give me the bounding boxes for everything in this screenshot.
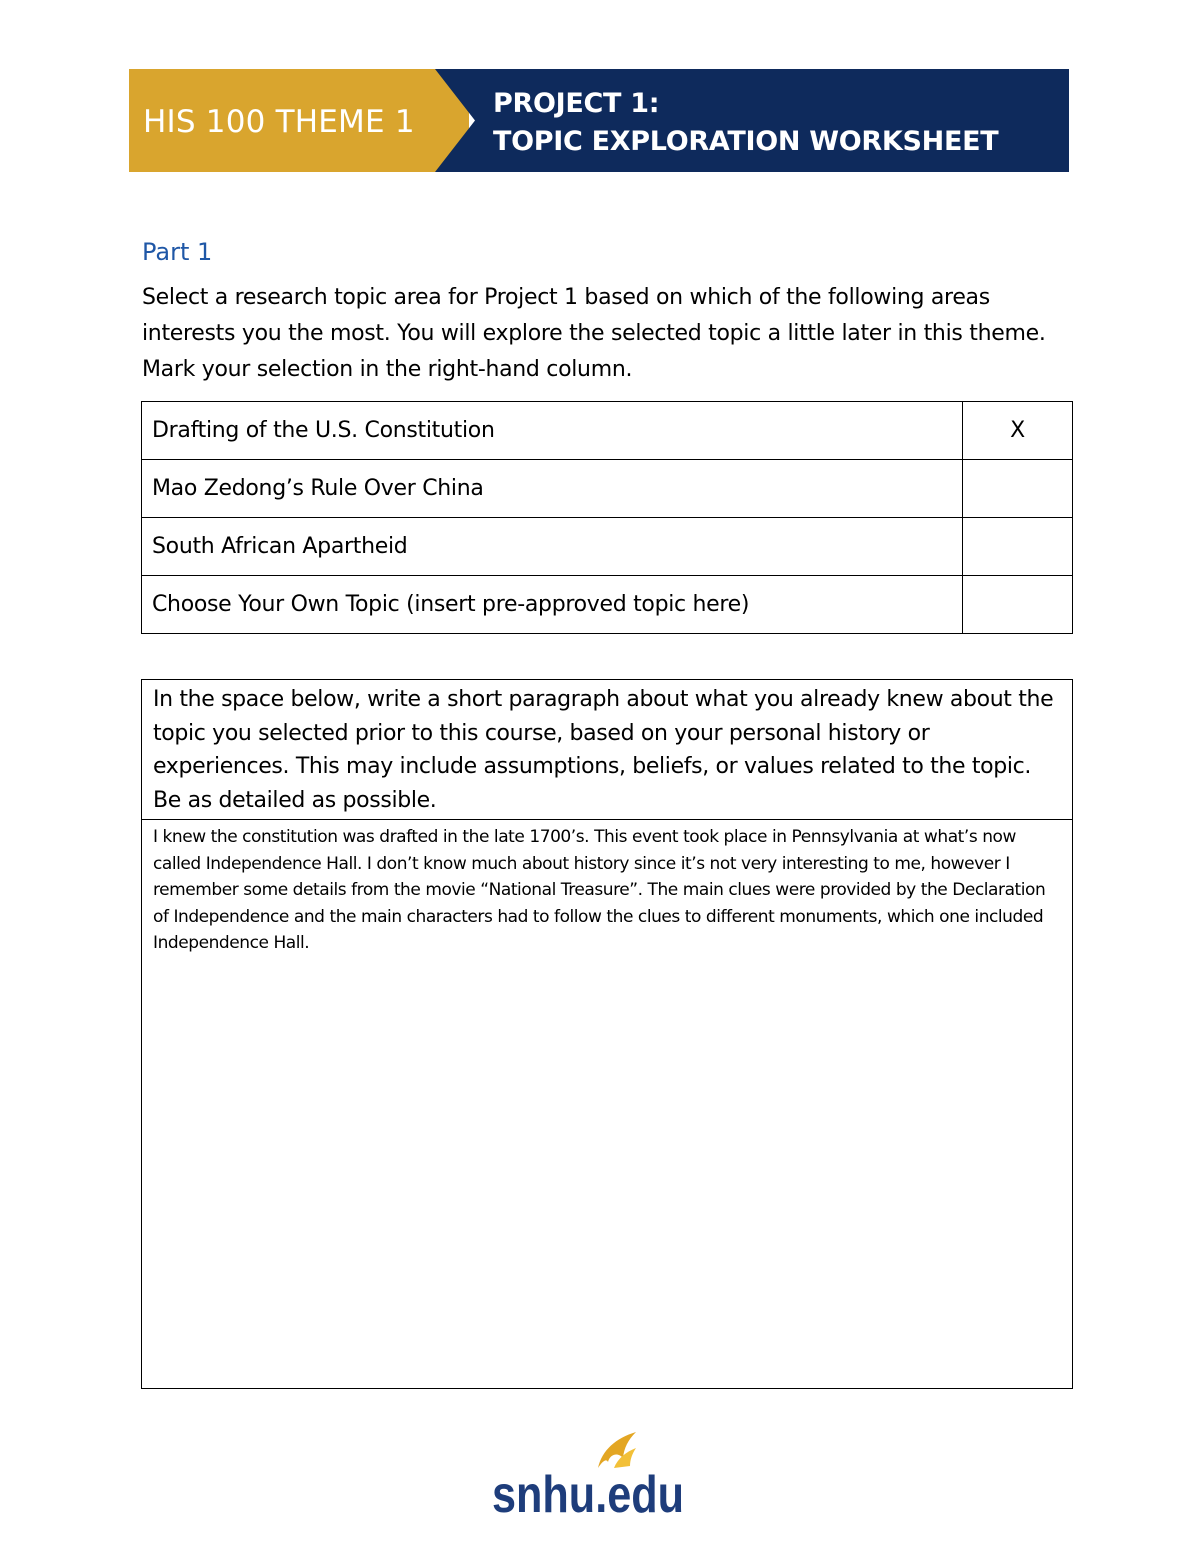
topic-label: Drafting of the U.S. Constitution — [142, 402, 963, 460]
snhu-logo — [490, 1428, 690, 1524]
instructions-paragraph: Select a research topic area for Project 1 based on which of the following areas interests you the most. You will explore the selected topic a little later in this theme. Mark your selection in the right-hand column. — [142, 285, 1046, 382]
logo-wordmark: snhu.edu — [492, 1466, 684, 1524]
table-row — [142, 518, 1073, 576]
table-row — [142, 460, 1073, 518]
response-prompt: In the space below, write a short paragraph about what you already knew about the topic you selected prior to this course, based on your personal history or experiences. This may include assumptions, beliefs, or values related to the topic. Be as detailed as possible. — [142, 680, 1072, 820]
topic-label: Choose Your Own Topic (insert pre-approved topic here) — [142, 576, 963, 634]
response-box — [141, 679, 1073, 1389]
project-title-line1: PROJECT 1: — [493, 88, 660, 119]
topic-label: Mao Zedong’s Rule Over China — [142, 460, 963, 518]
topic-label: South African Apartheid — [142, 518, 963, 576]
response-answer-field[interactable]: I knew the constitution was drafted in the late 1700’s. This event took place in Pennsylvania at what’s now called Independence Hall. I don’t know much about history since it’s not very interesting to me, however I remember some details from the movie “National Treasure”. The main clues were provided by the Declaration of Independence and the main characters had to follow the clues to different monuments, which one included Independence Hall. — [153, 827, 1046, 953]
table-row — [142, 402, 1073, 460]
topic-selection-cell[interactable] — [963, 576, 1073, 634]
part-heading: Part 1 — [142, 238, 213, 266]
topic-selection-cell[interactable]: X — [963, 402, 1073, 460]
table-row — [142, 576, 1073, 634]
header-banner — [129, 69, 1069, 172]
banner-gold-panel — [129, 69, 469, 172]
project-title — [493, 85, 998, 161]
topic-selection-cell[interactable] — [963, 518, 1073, 576]
flame-leaf-icon — [490, 1428, 690, 1524]
project-title-line2: TOPIC EXPLORATION WORKSHEET — [493, 126, 999, 157]
topic-selection-cell[interactable] — [963, 460, 1073, 518]
topic-selection-table — [141, 401, 1073, 634]
course-theme-label: HIS 100 THEME 1 — [143, 104, 415, 140]
